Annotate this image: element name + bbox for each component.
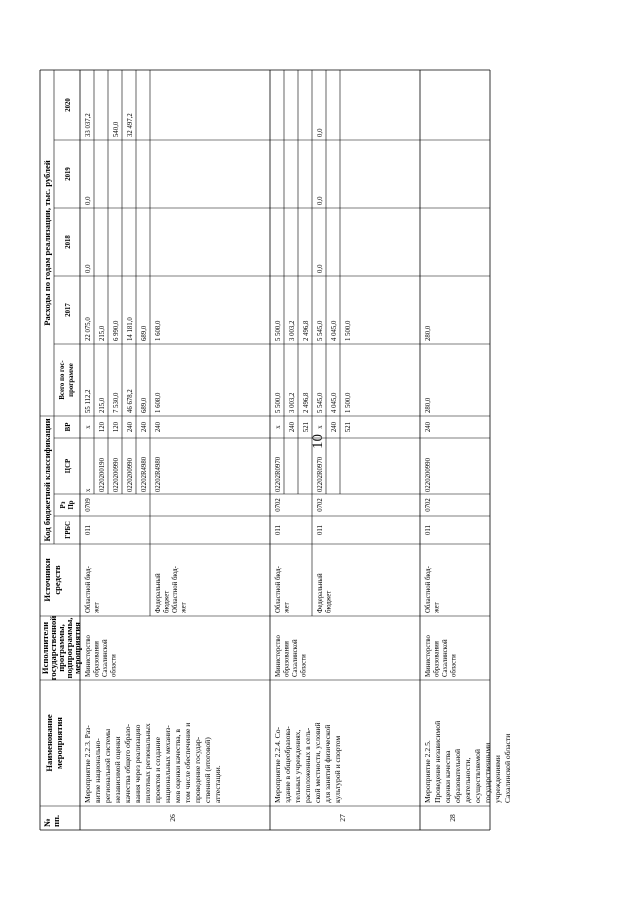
- year-2017-value: 22 075,0: [85, 317, 92, 341]
- grbs-value: 011: [275, 525, 282, 535]
- row-name: мов оценки качества, в: [173, 729, 182, 803]
- row-executor: Сахалинской: [442, 639, 449, 677]
- header-executor: мероприятия: [72, 622, 82, 674]
- grbs-value: 011: [425, 525, 432, 535]
- source-text: жет: [283, 602, 291, 613]
- row-name: культурой и спортом: [333, 735, 342, 803]
- vr-value: x: [85, 425, 92, 429]
- csr-value: 0220200990: [425, 458, 432, 492]
- header-num: пп.: [51, 814, 61, 827]
- row-name: витие национально-: [93, 738, 102, 803]
- vr-value: 521: [303, 421, 310, 433]
- total-value: 280,0: [425, 397, 432, 413]
- total-value: 2 496,8: [303, 392, 310, 413]
- row-name: ственной (итоговой): [203, 737, 212, 803]
- source-text: бюджет: [163, 590, 171, 613]
- row-number: 27: [338, 814, 347, 822]
- row-name: национальных механиз-: [163, 725, 172, 803]
- total-value: 5 500,0: [275, 392, 282, 413]
- row-name: осуществляемой: [473, 749, 482, 803]
- row-executor: Министерство: [425, 635, 432, 677]
- row-executor: области: [110, 654, 118, 677]
- grbs-value: 011: [317, 525, 324, 535]
- row-name: оценки качества: [443, 750, 452, 803]
- row-name: образовательной: [453, 748, 462, 803]
- vr-value: 240: [155, 421, 162, 433]
- header-total: программе: [68, 363, 75, 397]
- row-executor: области: [300, 654, 308, 677]
- vr-value: 120: [99, 421, 106, 433]
- vr-value: 120: [113, 421, 120, 433]
- source-text: бюджет: [325, 590, 333, 613]
- header-name: Наименование: [44, 714, 54, 772]
- row-name: Мероприятие 2.2.4. Со-: [273, 726, 282, 803]
- header-vr: ВР: [65, 422, 72, 432]
- header-source: Источники: [42, 558, 52, 602]
- csr-value: 02202R0970: [275, 456, 282, 492]
- source-text: Федеральный: [155, 573, 162, 613]
- rzpr-value: 0702: [275, 498, 282, 512]
- row-name: деятельности,: [463, 757, 472, 803]
- row-executor: Сахалинской: [292, 639, 299, 677]
- header-year-2019: 2019: [65, 167, 72, 181]
- year-2017-value: 6 990,0: [113, 320, 120, 341]
- row-executor: Министерство: [275, 635, 282, 677]
- header-rzpr: Пр: [68, 500, 75, 510]
- header-year-2017: 2017: [65, 303, 72, 317]
- header-grbs: ГРБС: [65, 521, 72, 539]
- vr-value: x: [317, 425, 324, 429]
- row-name: Сахалинской области: [503, 733, 512, 803]
- rzpr-value: 0709: [85, 498, 92, 512]
- row-number: 28: [448, 814, 457, 822]
- total-value: 215,0: [99, 397, 106, 413]
- row-name: Мероприятие 2.2.3. Раз-: [83, 725, 92, 803]
- row-name: ской местности, условий: [313, 722, 322, 803]
- row-name: для занятий физической: [323, 724, 332, 803]
- row-name: качества общего образо-: [123, 723, 132, 803]
- total-value: 1 608,0: [155, 392, 162, 413]
- total-value: 1 500,0: [345, 392, 352, 413]
- row-name: региональной системы: [103, 728, 112, 803]
- header-executor: государственной: [48, 615, 58, 681]
- year-2020-value: 0,0: [317, 128, 324, 137]
- row-number: 26: [168, 814, 177, 822]
- year-2017-value: 5 500,0: [275, 320, 282, 341]
- total-value: 55 112,2: [85, 389, 92, 413]
- row-name: государственными: [483, 742, 492, 803]
- source-text: жет: [433, 602, 441, 613]
- row-name: тельных учреждениях,: [293, 729, 302, 803]
- row-name: пилотных региональных: [143, 723, 152, 803]
- row-executor: области: [450, 654, 458, 677]
- csr-value: 02202R0970: [317, 456, 324, 492]
- csr-value: 0220200190: [99, 458, 106, 492]
- year-2018-value: 0,0: [85, 264, 92, 273]
- header-csr: ЦСР: [65, 458, 72, 474]
- year-2017-value: 689,0: [141, 325, 148, 341]
- csr-value: 0220200990: [113, 458, 120, 492]
- source-text: жет: [93, 602, 101, 613]
- row-name: проектов и создание: [153, 737, 162, 803]
- source-text: Областной бюд-: [425, 566, 432, 613]
- header-year-2020: 2020: [65, 98, 72, 112]
- header-rzpr: Рз: [60, 501, 67, 509]
- source-text: жет: [180, 602, 188, 613]
- year-2017-value: 3 003,2: [289, 320, 296, 341]
- year-2020-value: 32 497,2: [127, 113, 134, 137]
- year-2020-value: 33 037,2: [85, 113, 92, 137]
- total-value: 3 003,2: [289, 392, 296, 413]
- header-name: мероприятия: [54, 717, 64, 769]
- vr-value: 240: [127, 421, 134, 433]
- row-name: Мероприятие 2.2.5.: [423, 740, 432, 803]
- row-name: аттестации.: [213, 765, 222, 803]
- source-text: Областной бюд-: [275, 566, 282, 613]
- total-value: 7 530,0: [113, 392, 120, 413]
- vr-value: 240: [331, 421, 338, 433]
- row-executor: образования: [283, 641, 291, 677]
- page-number: 10: [310, 434, 326, 449]
- vr-value: 240: [141, 421, 148, 433]
- total-value: 4 045,0: [331, 392, 338, 413]
- row-name: том числе обеспечение и: [183, 722, 192, 803]
- source-text: Областной бюд-: [85, 566, 92, 613]
- header-spending: Расходы по годам реализации, тыс. рублей: [42, 160, 52, 326]
- header-total: Всего по гос-: [59, 360, 66, 400]
- total-value: 5 545,0: [317, 392, 324, 413]
- header-source: средств: [52, 565, 62, 595]
- row-name: Проведение независимой: [433, 720, 442, 803]
- header-executor: Исполнители: [40, 621, 50, 675]
- header-year-2018: 2018: [65, 235, 72, 249]
- row-name: здание в общеобразова-: [283, 726, 292, 803]
- source-text: Федеральный: [317, 573, 324, 613]
- year-2017-value: 1 608,0: [155, 320, 162, 341]
- rzpr-value: 0702: [317, 498, 324, 512]
- csr-value: 02202R4980: [155, 456, 162, 492]
- row-executor: Министерство: [85, 635, 92, 677]
- row-name: учреждениями: [493, 755, 502, 803]
- header-executor: подпрограммы,: [64, 617, 74, 679]
- total-value: 46 678,2: [127, 389, 134, 413]
- row-name: вания через реализацию: [133, 724, 142, 803]
- year-2017-value: 280,0: [425, 325, 432, 341]
- year-2017-value: 1 500,0: [345, 320, 352, 341]
- header-budget-code: Код бюджетной классификации: [42, 418, 52, 542]
- rzpr-value: 0702: [425, 498, 432, 512]
- year-2020-value: 540,0: [113, 121, 120, 137]
- year-2019-value: 0,0: [85, 196, 92, 205]
- row-name: расположенных в сель-: [303, 727, 312, 803]
- year-2017-value: 5 545,0: [317, 320, 324, 341]
- year-2017-value: 215,0: [99, 325, 106, 341]
- header-executor: программы,: [56, 624, 66, 672]
- header-num: №: [42, 818, 52, 827]
- year-2019-value: 0,0: [317, 196, 324, 205]
- row-executor: образования: [433, 641, 441, 677]
- csr-value: 02202R4980: [141, 456, 148, 492]
- budget-table: [40, 70, 512, 830]
- row-name: проведение государ-: [193, 736, 202, 803]
- source-text: Областной бюд-: [172, 566, 179, 613]
- total-value: 689,0: [141, 397, 148, 413]
- year-2017-value: 4 045,0: [331, 320, 338, 341]
- vr-value: 240: [425, 421, 432, 433]
- year-2018-value: 0,0: [317, 264, 324, 273]
- csr-value: 0220200990: [127, 458, 134, 492]
- budget-table-rotated: [40, 70, 512, 830]
- row-executor: Сахалинской: [102, 639, 109, 677]
- vr-value: 521: [345, 421, 352, 433]
- row-name: независимой оценки: [113, 736, 122, 803]
- row-executor: образования: [93, 641, 101, 677]
- grbs-value: 011: [85, 525, 92, 535]
- vr-value: x: [275, 425, 282, 429]
- csr-value: x: [85, 488, 92, 492]
- year-2017-value: 2 496,8: [303, 320, 310, 341]
- year-2017-value: 14 181,0: [127, 317, 134, 341]
- vr-value: 240: [289, 421, 296, 433]
